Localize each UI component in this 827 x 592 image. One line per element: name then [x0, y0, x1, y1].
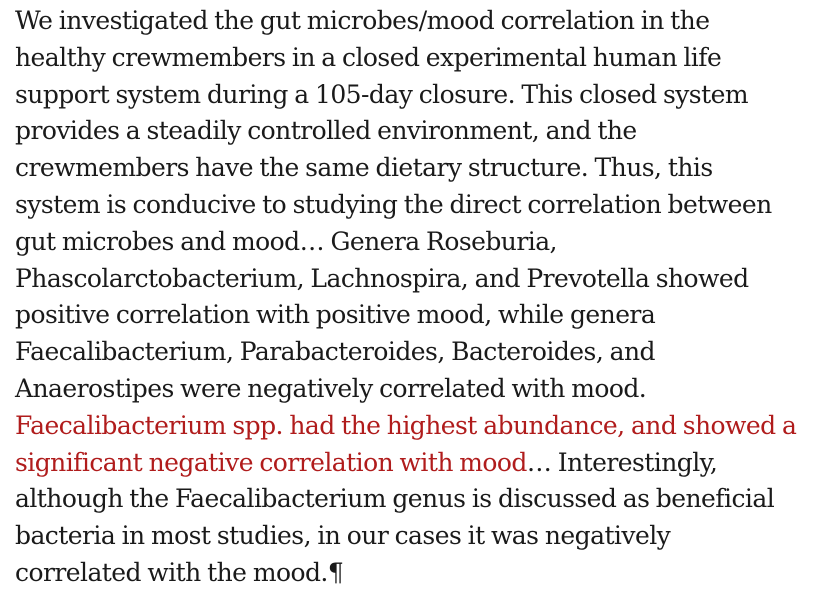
text-line: system is conducive to studying the direct correlation between [15, 189, 772, 219]
final-text-line [15, 555, 796, 592]
text-line: healthy crewmembers in a closed experimental human life [15, 42, 722, 72]
body-paragraph [15, 3, 796, 592]
paragraph-mark: ¶ [327, 557, 344, 587]
text-line: We investigated the gut microbes/mood correlation in the [15, 6, 710, 35]
text-line: Phascolarctobacterium, Lachnospira, and Prevotella showed [15, 263, 749, 293]
text-line: gut microbes and mood… Genera Roseburia, [15, 226, 557, 256]
text-span: correlated with the mood. [15, 557, 328, 587]
text-line: Anaerostipes were negatively correlated with mood. [15, 373, 647, 403]
text-line: Faecalibacterium, Parabacteroides, Bacteroides, and [15, 337, 655, 367]
text-line: provides a steadily controlled environment, and the [15, 116, 637, 146]
text-line: bacteria in most studies, in our cases it was negatively [15, 521, 671, 551]
text-line: crewmembers have the same dietary structure. Thus, this [15, 153, 713, 183]
text-span: … Interestingly, [526, 447, 718, 477]
text-line: support system during a 105-day closure. This closed system [15, 79, 748, 109]
text-line: positive correlation with positive mood, while genera [15, 300, 656, 330]
highlighted-text-line: Faecalibacterium spp. had the highest abundance, and showed a [15, 410, 797, 440]
text-line: although the Faecalibacterium genus is discussed as beneficial [15, 484, 775, 514]
mixed-text-line [15, 445, 796, 482]
highlighted-text-span: significant negative correlation with mood [15, 447, 527, 477]
